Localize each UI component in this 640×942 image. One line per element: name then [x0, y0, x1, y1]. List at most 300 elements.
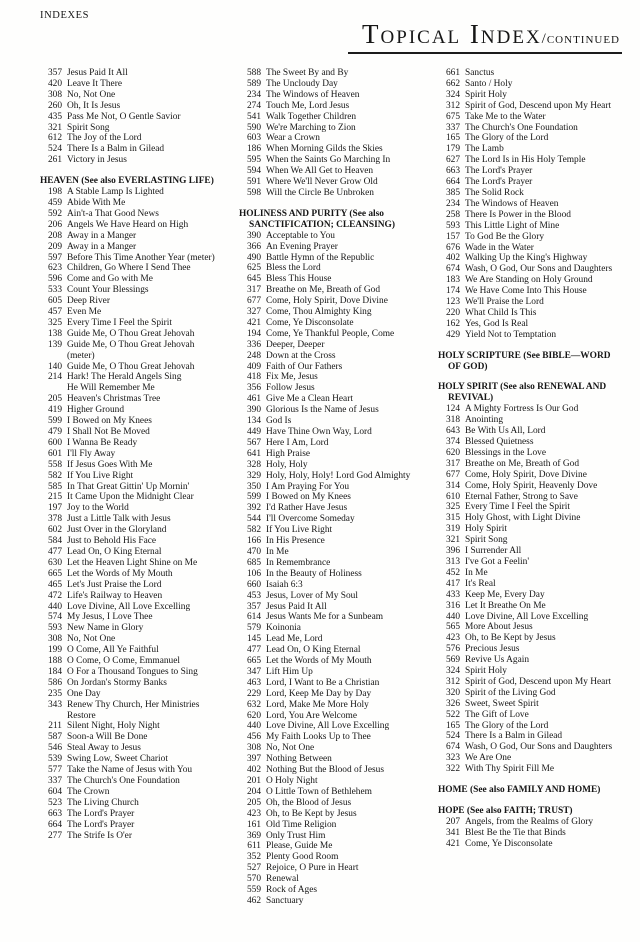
- index-entry: [438, 177, 622, 188]
- index-entry: [239, 351, 423, 362]
- hymn-number: 569: [445, 655, 460, 666]
- hymn-number: 308: [47, 634, 62, 645]
- index-entry: [40, 318, 224, 329]
- index-entry: [438, 828, 622, 839]
- index-section: [40, 68, 224, 166]
- hymn-title: Faith of Our Fathers: [266, 361, 343, 372]
- index-entry: [239, 362, 423, 373]
- hymn-number: 315: [445, 513, 460, 524]
- hymn-title: Sweet, Sweet Spirit: [465, 698, 539, 709]
- hymn-number: 258: [445, 209, 460, 220]
- section-heading: HOLINESS AND PURITY (See also SANCTIFICATION; CLEANSING): [239, 208, 395, 230]
- hymn-title: Angels, from the Realms of Glory: [465, 816, 594, 827]
- hymn-number: 166: [246, 536, 261, 547]
- hymn-title: Blest Be the Tie that Binds: [465, 827, 566, 838]
- hymn-number: 123: [445, 297, 460, 308]
- index-entry: [239, 798, 423, 809]
- hymn-title: This Little Light of Mine: [465, 220, 560, 231]
- hymn-number: 594: [246, 166, 261, 177]
- hymn-title: Nothing But the Blood of Jesus: [266, 765, 384, 776]
- section-heading: HOLY SPIRIT (See also RENEWAL AND REVIVAL): [438, 382, 607, 404]
- hymn-number: 417: [445, 578, 460, 589]
- hymn-title: The Church's One Foundation: [465, 122, 578, 133]
- hymn-number: 449: [246, 427, 261, 437]
- hymn-number: 337: [47, 776, 62, 786]
- hymn-number: 317: [246, 285, 261, 296]
- hymn-title: Come, Holy Spirit, Heavenly Dove: [465, 480, 598, 491]
- hymn-title: The Crown: [67, 786, 110, 797]
- hymn-title: In That Great Gittin' Up Mornin': [67, 481, 190, 492]
- index-entry: [40, 754, 224, 765]
- index-entry: [239, 678, 423, 689]
- hymn-title: O For a Thousand Tongues to Sing: [67, 666, 198, 677]
- hymn-title: Come, Ye Thankful People, Come: [266, 328, 395, 339]
- hymn-title: The Lord's Prayer: [465, 166, 533, 177]
- index-entry: [438, 677, 622, 688]
- hymn-number: 229: [246, 688, 261, 699]
- hymn-title: Blessings in the Love: [465, 447, 546, 458]
- hymn-title: Revive Us Again: [465, 655, 530, 666]
- index-entry: [239, 569, 423, 580]
- hymn-number: 357: [47, 68, 62, 78]
- index-entry: [438, 492, 622, 503]
- index-entry: [40, 133, 224, 144]
- hymn-title: Holy Ghost, with Light Divine: [465, 513, 581, 524]
- hymn-title: High Praise: [266, 448, 311, 459]
- hymn-title: In the Beauty of Holiness: [266, 568, 362, 579]
- hymn-title: Wash, O God, Our Sons and Daughters: [465, 264, 613, 275]
- hymn-title: Come, Thou Almighty King: [266, 307, 372, 318]
- hymn-number: 325: [47, 317, 62, 328]
- hymn-number: 440: [445, 611, 460, 622]
- hymn-title: I'd Rather Have Jesus: [266, 503, 348, 514]
- hymn-number: 598: [246, 187, 261, 198]
- hymn-title: The Lamb: [465, 144, 504, 155]
- index-entry: [239, 831, 423, 842]
- index-entry: [40, 187, 224, 198]
- hymn-title: Lord, You Are Welcome: [266, 710, 357, 721]
- index-entry: [40, 547, 224, 558]
- hymn-number: 423: [445, 633, 460, 644]
- index-entry: [239, 874, 423, 885]
- hymn-title: On Jordan's Stormy Banks: [67, 677, 167, 688]
- index-entry: [239, 514, 423, 525]
- hymn-number: 319: [445, 524, 460, 535]
- hymn-title: Anointing: [465, 415, 504, 426]
- hymn-number: 643: [445, 426, 460, 437]
- hymn-title: The Lord's Prayer: [465, 177, 533, 188]
- hymn-title: Spirit Song: [67, 122, 110, 133]
- hymn-number: 201: [246, 776, 261, 786]
- hymn-title: Acceptable to You: [266, 230, 335, 241]
- hymn-title: Deeper, Deeper: [266, 339, 325, 350]
- index-entry: [438, 579, 622, 590]
- hymn-title: Just a Little Talk with Jesus: [67, 514, 171, 525]
- hymn-title: Spirit Holy: [465, 666, 507, 677]
- index-entry: [40, 79, 224, 90]
- index-entry: [40, 700, 224, 722]
- hymn-title: There Is a Balm in Gilead: [67, 144, 165, 155]
- index-entry: [239, 721, 423, 732]
- index-entry: [40, 580, 224, 591]
- hymn-number: 623: [47, 263, 62, 274]
- hymn-title: The Windows of Heaven: [266, 89, 360, 100]
- hymn-title: Joy to the World: [67, 503, 129, 514]
- hymn-title: Let's Just Praise the Lord: [67, 579, 162, 590]
- hymn-number: 124: [445, 404, 460, 415]
- hymn-number: 429: [445, 329, 460, 340]
- index-entry: [239, 776, 423, 787]
- index-entry: [40, 231, 224, 242]
- hymn-number: 235: [47, 688, 62, 699]
- hymn-title: Lead On, O King Eternal: [67, 546, 162, 557]
- hymn-title: Eternal Father, Strong to Save: [465, 491, 578, 502]
- hymn-title: When the Saints Go Marching In: [266, 155, 391, 166]
- hymn-number: 396: [445, 546, 460, 557]
- index-entry: [239, 656, 423, 667]
- hymn-number: 314: [445, 480, 460, 491]
- index-entry: [40, 492, 224, 503]
- hymn-title: Come, Holy Spirit, Dove Divine: [465, 469, 587, 480]
- index-entry: [438, 557, 622, 568]
- index-entry: [438, 524, 622, 535]
- hymn-title: Leave It There: [67, 78, 123, 89]
- hymn-number: 660: [246, 579, 261, 590]
- hymn-number: 627: [445, 155, 460, 166]
- hymn-title: Old Time Religion: [266, 819, 337, 830]
- index-entry: [40, 612, 224, 623]
- hymn-number: 352: [246, 852, 261, 863]
- index-entry: [239, 79, 423, 90]
- hymn-title: Yield Not to Temptation: [465, 329, 557, 340]
- hymn-title: Away in a Manger: [67, 241, 137, 252]
- index-entry: [239, 743, 423, 754]
- index-entry: [40, 656, 224, 667]
- hymn-number: 599: [246, 492, 261, 503]
- hymn-number: 664: [47, 819, 62, 830]
- hymn-title: Will the Circle Be Unbroken: [266, 187, 374, 198]
- hymn-number: 134: [246, 416, 261, 427]
- hymn-title: Be With Us All, Lord: [465, 426, 546, 437]
- hymn-title: Angels We Have Heard on High: [67, 219, 189, 230]
- hymn-number: 215: [47, 492, 62, 503]
- index-entry: [40, 743, 224, 754]
- hymn-number: 397: [246, 754, 261, 765]
- hymn-title: Before This Time Another Year (meter): [67, 252, 215, 263]
- index-entry: [40, 623, 224, 634]
- hymn-title: Come, Holy Spirit, Dove Divine: [266, 296, 388, 307]
- hymn-number: 524: [47, 144, 62, 155]
- index-entry: [40, 634, 224, 645]
- index-entry: [239, 700, 423, 711]
- hymn-number: 605: [47, 296, 62, 307]
- index-entry: [438, 731, 622, 742]
- index-entry: [239, 231, 423, 242]
- hymn-number: 433: [445, 589, 460, 600]
- index-entry: [40, 503, 224, 514]
- hymn-number: 174: [445, 286, 460, 297]
- index-entry: [239, 394, 423, 405]
- hymn-title: Lord, Keep Me Day by Day: [266, 688, 372, 699]
- index-entry: [438, 68, 622, 79]
- hymn-number: 452: [445, 567, 460, 578]
- index-entry: [40, 460, 224, 471]
- index-entry: [438, 319, 622, 330]
- hymn-number: 326: [445, 698, 460, 709]
- hymn-number: 329: [246, 470, 261, 481]
- hymn-number: 318: [445, 415, 460, 426]
- hymn-number: 664: [445, 177, 460, 188]
- index-entry: [239, 285, 423, 296]
- hymn-number: 327: [246, 307, 261, 318]
- hymn-title: If You Live Right: [266, 525, 333, 536]
- hymn-title: The Joy of the Lord: [67, 133, 142, 144]
- hymn-title: Touch Me, Lord Jesus: [266, 100, 350, 111]
- hymn-number: 211: [48, 721, 62, 732]
- hymn-title: The Glory of the Lord: [465, 133, 549, 144]
- hymn-number: 541: [246, 111, 261, 122]
- index-entry: [239, 188, 423, 199]
- hymn-number: 463: [246, 677, 261, 688]
- hymn-title: In Me: [465, 567, 488, 578]
- hymn-title: Jesus Wants Me for a Sunbeam: [266, 612, 384, 623]
- index-entry: [239, 754, 423, 765]
- hymn-title: Fix Me, Jesus: [266, 372, 318, 383]
- hymn-title: Wash, O God, Our Sons and Daughters: [465, 742, 613, 753]
- index-entry: [40, 645, 224, 656]
- index-entry: [438, 275, 622, 286]
- index-entry: [239, 841, 423, 852]
- index-entry: [239, 101, 423, 112]
- hymn-number: 457: [47, 307, 62, 318]
- hymn-number: 576: [445, 644, 460, 655]
- hymn-number: 584: [47, 536, 62, 547]
- index-entry: [40, 482, 224, 493]
- hymn-number: 477: [246, 645, 261, 656]
- index-entry: [239, 177, 423, 188]
- index-entry: [239, 427, 423, 438]
- index-entry: [40, 340, 224, 362]
- index-entry: [40, 765, 224, 776]
- hymn-title: Plenty Good Room: [266, 852, 339, 863]
- hymn-number: 588: [246, 68, 261, 78]
- hymn-title: Just Over in the Gloryland: [67, 525, 167, 536]
- hymn-title: Let the Words of My Mouth: [266, 656, 372, 667]
- hymn-title: Love Divine, All Love Excelling: [67, 601, 191, 612]
- hymn-title: Heaven's Christmas Tree: [67, 394, 161, 405]
- hymn-title: Lord, Make Me More Holy: [266, 699, 369, 710]
- index-entry: [239, 863, 423, 874]
- hymn-title: An Evening Prayer: [266, 241, 338, 252]
- hymn-number: 597: [47, 252, 62, 263]
- hymn-title: I Bowed on My Knees: [266, 492, 351, 503]
- index-entry: [239, 558, 423, 569]
- index-entry: [40, 820, 224, 831]
- index-entry: [239, 340, 423, 351]
- hymn-number: 328: [246, 459, 261, 470]
- index-entry: [239, 438, 423, 449]
- hymn-number: 357: [246, 601, 261, 612]
- hymn-number: 665: [246, 656, 261, 667]
- index-entry: [438, 297, 622, 308]
- index-entry: [239, 242, 423, 253]
- section-heading: HEAVEN (See also EVERLASTING LIFE): [40, 176, 214, 187]
- index-entry: [239, 787, 423, 798]
- index-entry: [40, 198, 224, 209]
- hymn-number: 614: [246, 612, 261, 623]
- hymn-title: There Is Power in the Blood: [465, 209, 571, 220]
- index-entry: [40, 285, 224, 296]
- index-entry: [239, 460, 423, 471]
- index-section: [438, 806, 622, 850]
- hymn-title: The Solid Rock: [465, 187, 524, 198]
- index-entry: [438, 753, 622, 764]
- hymn-title: Every Time I Feel the Spirit: [67, 317, 172, 328]
- hymn-number: 677: [445, 469, 460, 480]
- hymn-number: 194: [246, 328, 261, 339]
- index-section: [438, 68, 622, 341]
- hymn-title: Battle Hymn of the Republic: [266, 252, 375, 263]
- index-entry: [438, 79, 622, 90]
- index-entry: [40, 253, 224, 264]
- hymn-title: God Is: [266, 416, 292, 427]
- hymn-title: The Lord Is in His Holy Temple: [465, 155, 586, 166]
- hymn-number: 665: [47, 568, 62, 579]
- hymn-number: 324: [445, 666, 460, 677]
- hymn-number: 325: [445, 502, 460, 513]
- hymn-number: 409: [246, 361, 261, 372]
- hymn-title: Away in a Manger: [67, 230, 137, 241]
- index-entry: [239, 274, 423, 285]
- hymn-number: 369: [246, 830, 261, 841]
- index-entry: [438, 448, 622, 459]
- hymn-number: 674: [445, 742, 460, 753]
- index-entry: [438, 437, 622, 448]
- index-entry: [438, 590, 622, 601]
- hymn-title: In His Presence: [266, 536, 325, 547]
- index-entry: [438, 243, 622, 254]
- hymn-number: 183: [445, 275, 460, 286]
- index-entry: [40, 101, 224, 112]
- hymn-number: 337: [445, 122, 460, 133]
- hymn-number: 205: [47, 394, 62, 405]
- index-entry: [239, 112, 423, 123]
- hymn-number: 440: [246, 721, 261, 732]
- hymn-title: Oh, the Blood of Jesus: [266, 797, 352, 808]
- hymn-number: 385: [445, 187, 460, 198]
- hymn-title: It's Real: [465, 578, 496, 589]
- hymn-number: 165: [445, 720, 460, 731]
- hymn-number: 145: [246, 634, 261, 645]
- hymn-number: 165: [445, 133, 460, 144]
- hymn-title: Abide With Me: [67, 197, 126, 208]
- hymn-title: Steal Away to Jesus: [67, 743, 141, 754]
- hymn-title: Life's Railway to Heaven: [67, 590, 163, 601]
- hymn-number: 374: [445, 437, 460, 447]
- hymn-number: 260: [47, 100, 62, 111]
- hymn-number: 611: [247, 841, 261, 852]
- hymn-number: 435: [47, 111, 62, 122]
- hymn-number: 234: [445, 198, 460, 209]
- index-entry: [40, 155, 224, 166]
- hymn-title: Where We'll Never Grow Old: [266, 177, 378, 188]
- hymn-title: Holy Spirit: [465, 524, 507, 535]
- index-entry: [239, 482, 423, 493]
- hymn-title: The Church's One Foundation: [67, 776, 180, 786]
- hymn-number: 440: [47, 601, 62, 612]
- hymn-number: 676: [445, 242, 460, 253]
- index-entry: [239, 689, 423, 700]
- hymn-number: 206: [47, 219, 62, 230]
- hymn-number: 570: [246, 874, 261, 885]
- hymn-title: In Remembrance: [266, 557, 331, 568]
- hymn-number: 347: [246, 666, 261, 677]
- index-entry: [40, 394, 224, 405]
- hymn-title: No, Not One: [67, 634, 116, 645]
- index-section: [239, 209, 423, 907]
- hymn-title: If Jesus Goes With Me: [67, 459, 153, 470]
- hymn-title: Ain't-a That Good News: [67, 208, 159, 219]
- hymn-number: 544: [246, 514, 261, 525]
- index-entry: [40, 678, 224, 689]
- hymn-number: 582: [246, 525, 261, 536]
- hymn-title: My Jesus, I Love Thee: [67, 612, 153, 623]
- hymn-number: 390: [246, 405, 261, 416]
- hymn-title: Guide Me, O Thou Great Jehovah: [67, 328, 195, 339]
- hymn-number: 586: [47, 677, 62, 688]
- index-entry: [239, 885, 423, 896]
- hymn-title: My Faith Looks Up to Thee: [266, 732, 371, 743]
- index-entry: [239, 809, 423, 820]
- hymn-number: 620: [246, 710, 261, 721]
- index-column-3: [438, 68, 622, 907]
- hymn-number: 220: [445, 307, 460, 318]
- hymn-title: Keep Me, Every Day: [465, 589, 545, 600]
- index-entry: [40, 602, 224, 613]
- index-entry: [438, 155, 622, 166]
- index-entry: [40, 307, 224, 318]
- hymn-number: 418: [246, 372, 261, 383]
- index-entry: [438, 764, 622, 775]
- index-entry: [40, 689, 224, 700]
- hymn-title: I Shall Not Be Moved: [67, 427, 150, 437]
- hymn-title: The Gift of Love: [465, 709, 529, 720]
- hymn-title: Love Divine, All Love Excelling: [266, 721, 390, 732]
- index-entry: [438, 710, 622, 721]
- index-entry: [239, 634, 423, 645]
- hymn-number: 593: [47, 623, 62, 634]
- hymn-number: 685: [246, 557, 261, 568]
- hymn-title: Koinonia: [266, 623, 301, 634]
- hymn-title: We Are One: [465, 753, 512, 764]
- hymn-title: I've Got a Feelin': [465, 556, 530, 567]
- index-entry: [239, 296, 423, 307]
- hymn-number: 596: [47, 274, 62, 285]
- hymn-title: Renewal: [266, 874, 299, 885]
- hymn-title: The Glory of the Lord: [465, 720, 549, 731]
- hymn-number: 645: [246, 274, 261, 285]
- hymn-number: 308: [47, 89, 62, 100]
- hymn-title: O Come, All Ye Faithful: [67, 645, 159, 656]
- hymn-number: 453: [246, 590, 261, 601]
- hymn-title: Love Divine, All Love Excelling: [465, 611, 589, 622]
- hymn-title: Glorious Is the Name of Jesus: [266, 405, 379, 416]
- index-entry: [438, 221, 622, 232]
- hymn-title: He Will Remember Me: [67, 383, 155, 394]
- index-entry: [40, 471, 224, 482]
- hymn-number: 663: [445, 166, 460, 177]
- index-entry: [438, 123, 622, 134]
